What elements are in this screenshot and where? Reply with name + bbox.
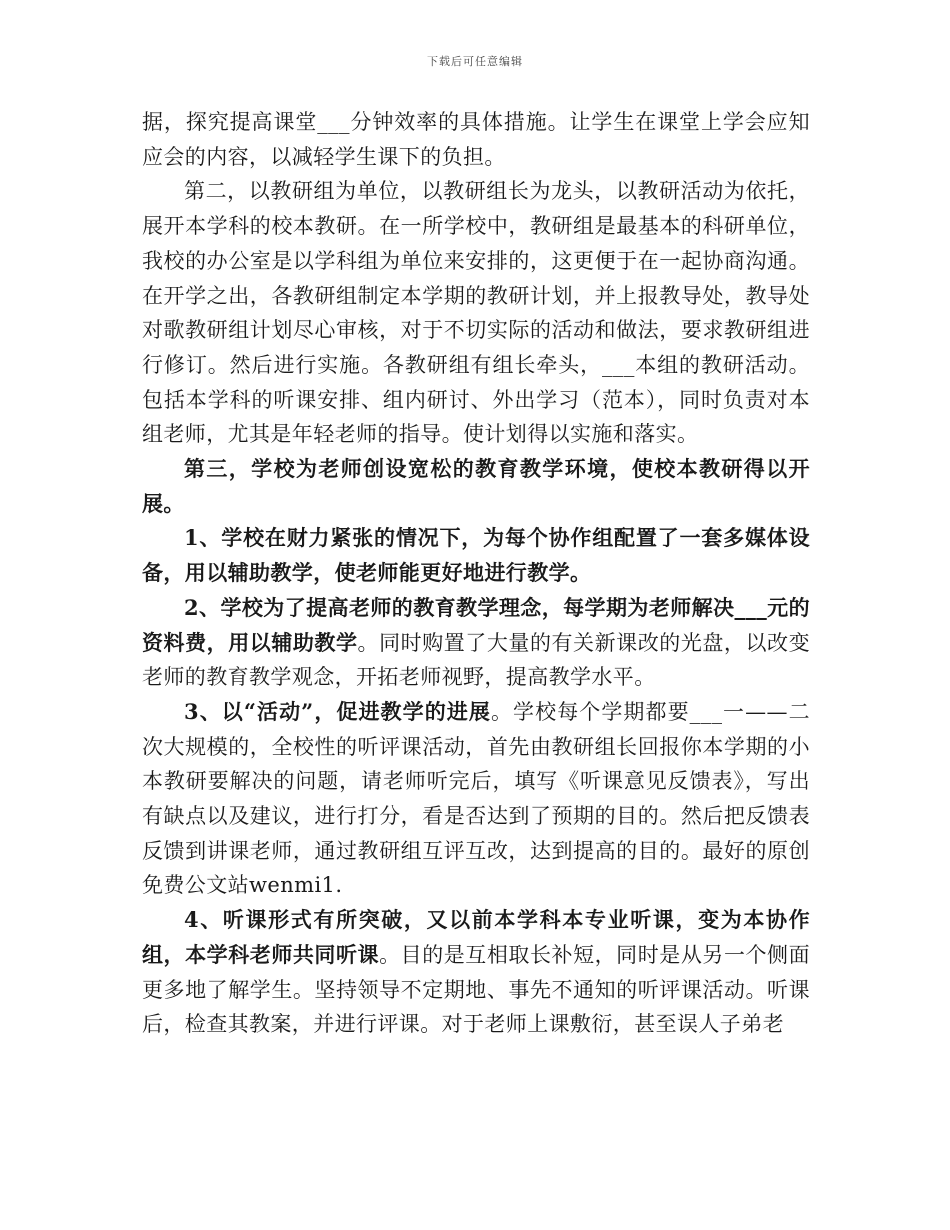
paragraph-bold-text: 3、以“活动”，促进教学的进展: [184, 698, 491, 724]
paragraph-bold-text: 4、听课形式有所突破，又以前本学科本专业听课，变为本协作组，本学科老师共同听课: [142, 907, 810, 967]
paragraph-text: 第三，学校为老师创设宽松的教育教学环境，使校本教研得以开展。: [142, 456, 810, 516]
paragraph-bold-text: 1、学校在财力紧张的情况下，为每个协作组配置了一套多媒体设备，用以辅助教学，使老师能更好地进行教学。: [142, 525, 810, 586]
document-body: [142, 105, 810, 1042]
paragraph-text: 。同时购置了大量的有关新课改的光盘，以改变老师的教育教学观念，开拓老师视野，提高教学水平。: [142, 630, 810, 690]
paragraph-text: 。目的是互相取长补短，同时是从另一个侧面更多地了解学生。坚持领导不定期地、事先不通知的听评课活动。听课后，检查其教案，并进行评课。对于老师上课敷衍，甚至误人子弟老: [142, 942, 811, 1037]
paragraph-5: [142, 591, 810, 695]
page-header: 下载后可任意编辑: [427, 55, 523, 68]
paragraph-3-heading: [142, 452, 810, 521]
paragraph-4: [142, 521, 810, 590]
paragraph-6: [142, 695, 810, 903]
paragraph-text: 据，探究提高课堂___分钟效率的具体措施。让学生在课堂上学会应知应会的内容，以减轻学生课下的负担。: [142, 110, 810, 169]
paragraph-1: [142, 105, 810, 174]
paragraph-2: [142, 174, 810, 452]
paragraph-text: 第二，以教研组为单位，以教研组长为龙头，以教研活动为依托，展开本学科的校本教研。在一所学校中，教研组是最基本的科研单位，我校的办公室是以学科组为单位来安排的，这更便于在一起协商沟通。在开学之出，各教研组制定本学期的教研计划，并上报教导处，教导处对歌教研组计划尽心审核，对于不切实际的活动和做法，要求教研组进行修订。然后进行实施。各教研组有组长牵头，___本组的教研活动。包括本学科的听课安排、组内研讨、外出学习（范本），同时负责对本组老师，尤其是年轻老师的指导。使计划得以实施和落实。: [142, 179, 810, 447]
paragraph-bold-text: 2、学校为了提高老师的教育教学理念，每学期为老师解决___元的资料费，用以辅助教学: [142, 594, 810, 655]
paragraph-text: 。学校每个学期都要___一——二次大规模的，全校性的听评课活动，首先由教研组长回报你本学期的小本教研要解决的问题，请老师听完后，填写《听课意见反馈表》，写出有缺点以及建议，进行打分，看是否达到了预期的目的。然后把反馈表反馈到讲课老师，通过教研组互评互改，达到提高的目的。最好的原创免费公文站wenmi1.: [142, 699, 810, 898]
paragraph-7: [142, 903, 810, 1042]
